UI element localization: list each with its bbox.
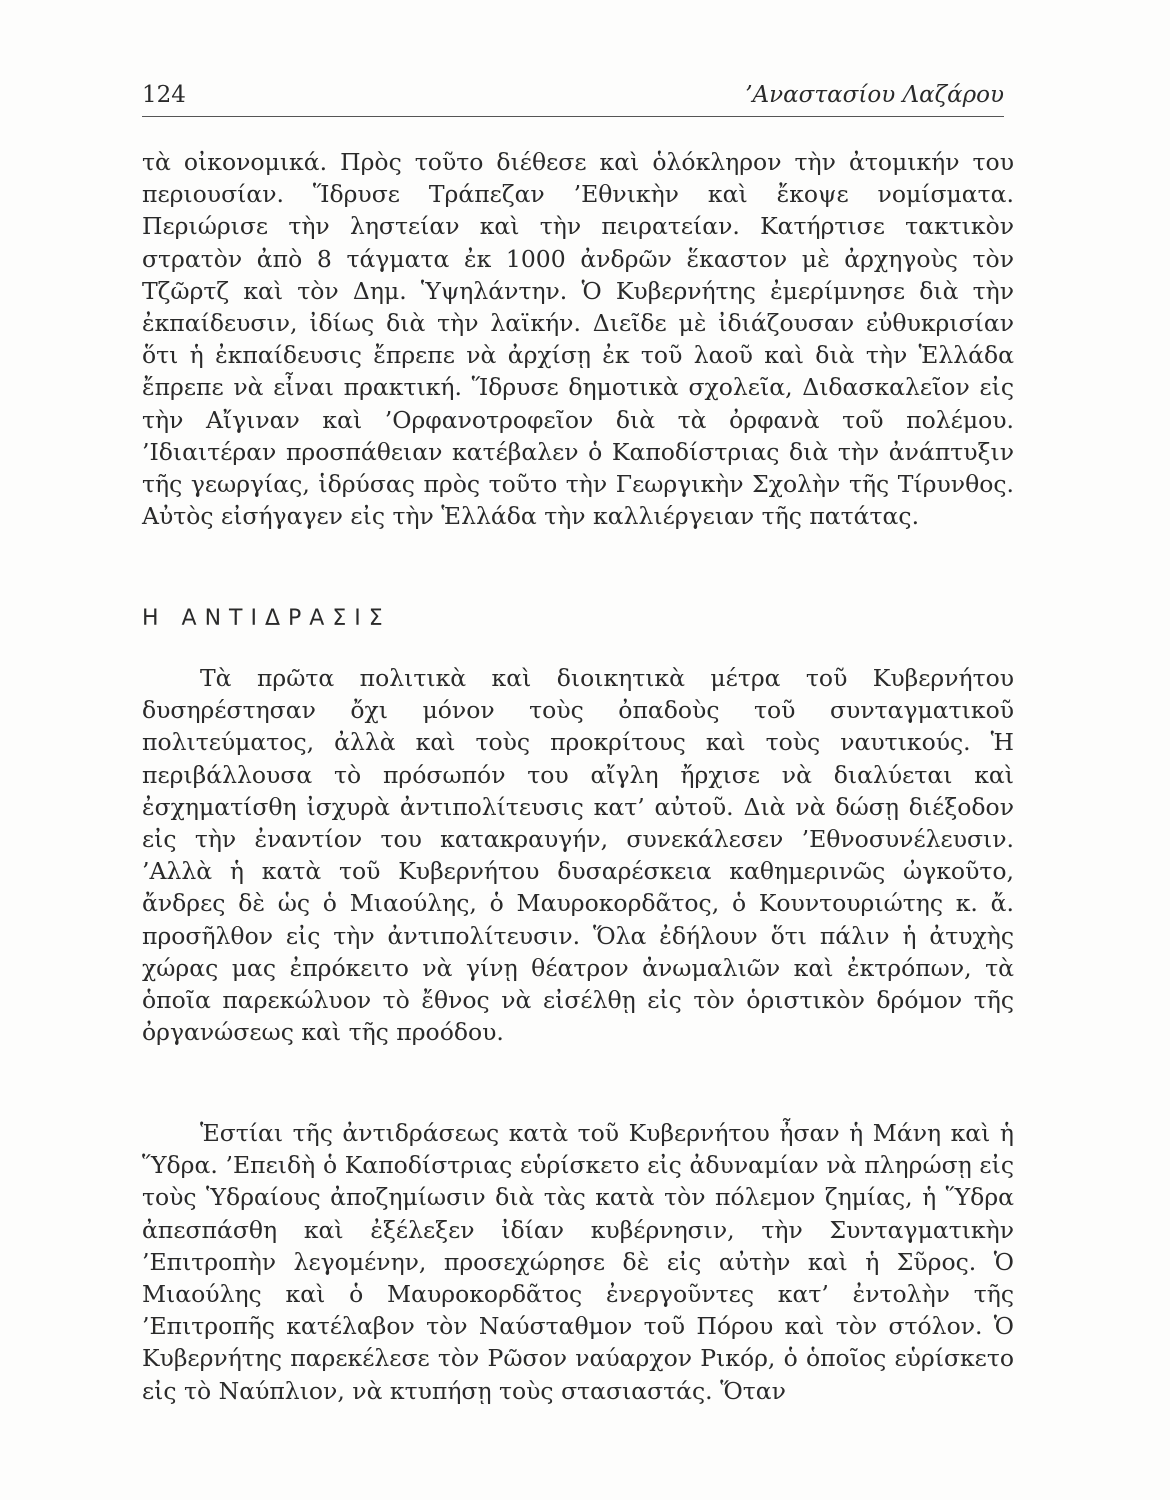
paragraph-2-text: Τὰ πρῶτα πολιτικὰ καὶ διοικητικὰ μέτρα τοῦ Κυβερνήτου δυσηρέστησαν ὄχι μόνον τοὺς ὀπαδοὺς τοῦ συνταγματικοῦ πολιτεύματος, ἀλλὰ καὶ τοὺς προκρίτους καὶ τοὺς ναυτικούς. Ἡ περιβάλλουσα τὸ πρόσωπόν του αἴγλη ἤρχισε νὰ διαλύεται καὶ ἐσχηματίσθη ἰσχυρὰ ἀντιπολίτευσις κατ’ αὐτοῦ. Διὰ νὰ δώσῃ διέξοδον εἰς τὴν ἐναντίον του κατακραυγήν, συνεκάλεσεν ’Εθνοσυνέλευσιν. ’Αλλὰ ἡ κατὰ τοῦ Κυβερνήτου δυσαρέσκεια καθημερινῶς ὠγκοῦτο, ἄνδρες δὲ ὡς ὁ Μιαούλης, ὁ Μαυροκορδᾶτος, ὁ Κουντουριώτης κ. ἄ. προσῆλθον εἰς τὴν ἀντιπολίτευσιν. Ὅλα ἐδήλουν ὅτι πάλιν ἡ ἀτυχὴς χώρας μας ἐπρόκειτο νὰ γίνῃ θέατρον ἀνωμαλιῶν καὶ ἐκτρόπων, τὰ ὁποῖα παρεκώλυον τὸ ἔθνος νὰ εἰσέλθῃ εἰς τὸν ὁριστικὸν δρόμον τῆς ὀργανώσεως καὶ τῆς προόδου. bbox=[142, 664, 1014, 1047]
paragraph-2 bbox=[142, 662, 1014, 1048]
paragraph-3 bbox=[142, 1117, 1014, 1407]
paragraph-3-text: Ἑστίαι τῆς ἀντιδράσεως κατὰ τοῦ Κυβερνήτου ἦσαν ἡ Μάνη καὶ ἡ Ὕδρα. ’Επειδὴ ὁ Καποδίστριας εὑρίσκετο εἰς ἀδυναμίαν νὰ πληρώσῃ εἰς τοὺς Ὑδραίους ἀποζημίωσιν διὰ τὰς κατὰ τὸν πόλεμον ζημίας, ἡ Ὕδρα ἀπεσπάσθη καὶ ἐξέλεξεν ἰδίαν κυβέρνησιν, τὴν Συνταγματικὴν ’Επιτροπὴν λεγομένην, προσεχώρησε δὲ εἰς αὐτὴν καὶ ἡ Σῦρος. Ὁ Μιαούλης καὶ ὁ Μαυροκορδᾶτος ἐνεργοῦντες κατ’ ἐντολὴν τῆς ’Επιτροπῆς κατέλαβον τὸν Ναύσταθμον τοῦ Πόρου καὶ τὸν στόλον. Ὁ Κυβερνήτης παρεκέλεσε τὸν Ρῶσον ναύαρχον Ρικόρ, ὁ ὁποῖος εὑρίσκετο εἰς τὸ Ναύπλιον, νὰ κτυπήσῃ τοὺς στασιαστάς. Ὅταν bbox=[142, 1119, 1014, 1405]
paragraph-1-text: τὰ οἰκονομικά. Πρὸς τοῦτο διέθεσε καὶ ὁλόκληρον τὴν ἀτομικήν του περιουσίαν. Ἵδρυσε Τράπεζαν ’Εθνικὴν καὶ ἔκοψε νομίσματα. Περιώρισε τὴν ληστείαν καὶ τὴν πειρατείαν. Κατήρτισε τακτικὸν στρατὸν ἀπὸ 8 τάγματα ἐκ 1000 ἀνδρῶν ἕκαστον μὲ ἀρχηγοὺς τὸν Τζῶρτζ καὶ τὸν Δημ. Ὑψηλάντην. Ὁ Κυβερνήτης ἐμερίμνησε διὰ τὴν ἐκπαίδευσιν, ἰδίως διὰ τὴν λαϊκήν. Διεῖδε μὲ ἰδιάζουσαν εὐθυκρισίαν ὅτι ἡ ἐκπαίδευσις ἔπρεπε νὰ ἀρχίσῃ ἐκ τοῦ λαοῦ καὶ διὰ τὴν Ἑλλάδα ἔπρεπε νὰ εἶναι πρακτική. Ἵδρυσε δημοτικὰ σχολεῖα, Διδασκαλεῖον εἰς τὴν Αἴγιναν καὶ ’Ορφανοτροφεῖον διὰ τὰ ὀρφανὰ τοῦ πολέμου. ’Ιδιαιτέραν προσπάθειαν κατέβαλεν ὁ Καποδίστριας διὰ τὴν ἀνάπτυξιν τῆς γεωργίας, ἱδρύσας πρὸς τοῦτο τὴν Γεωργικὴν Σχολὴν τῆς Τίρυνθος. Αὐτὸς εἰσήγαγεν εἰς τὴν Ἑλλάδα τὴν καλλιέργειαν τῆς πατάτας. bbox=[142, 148, 1014, 531]
running-title: ’Αναστασίου Λαζάρου bbox=[745, 82, 1004, 108]
section-heading: Η ΑΝΤΙΔΡΑΣΙΣ bbox=[142, 606, 391, 631]
header-rule bbox=[142, 116, 1004, 117]
page-number: 124 bbox=[142, 82, 186, 108]
page-header bbox=[142, 80, 1004, 110]
paragraph-1 bbox=[142, 146, 1014, 532]
